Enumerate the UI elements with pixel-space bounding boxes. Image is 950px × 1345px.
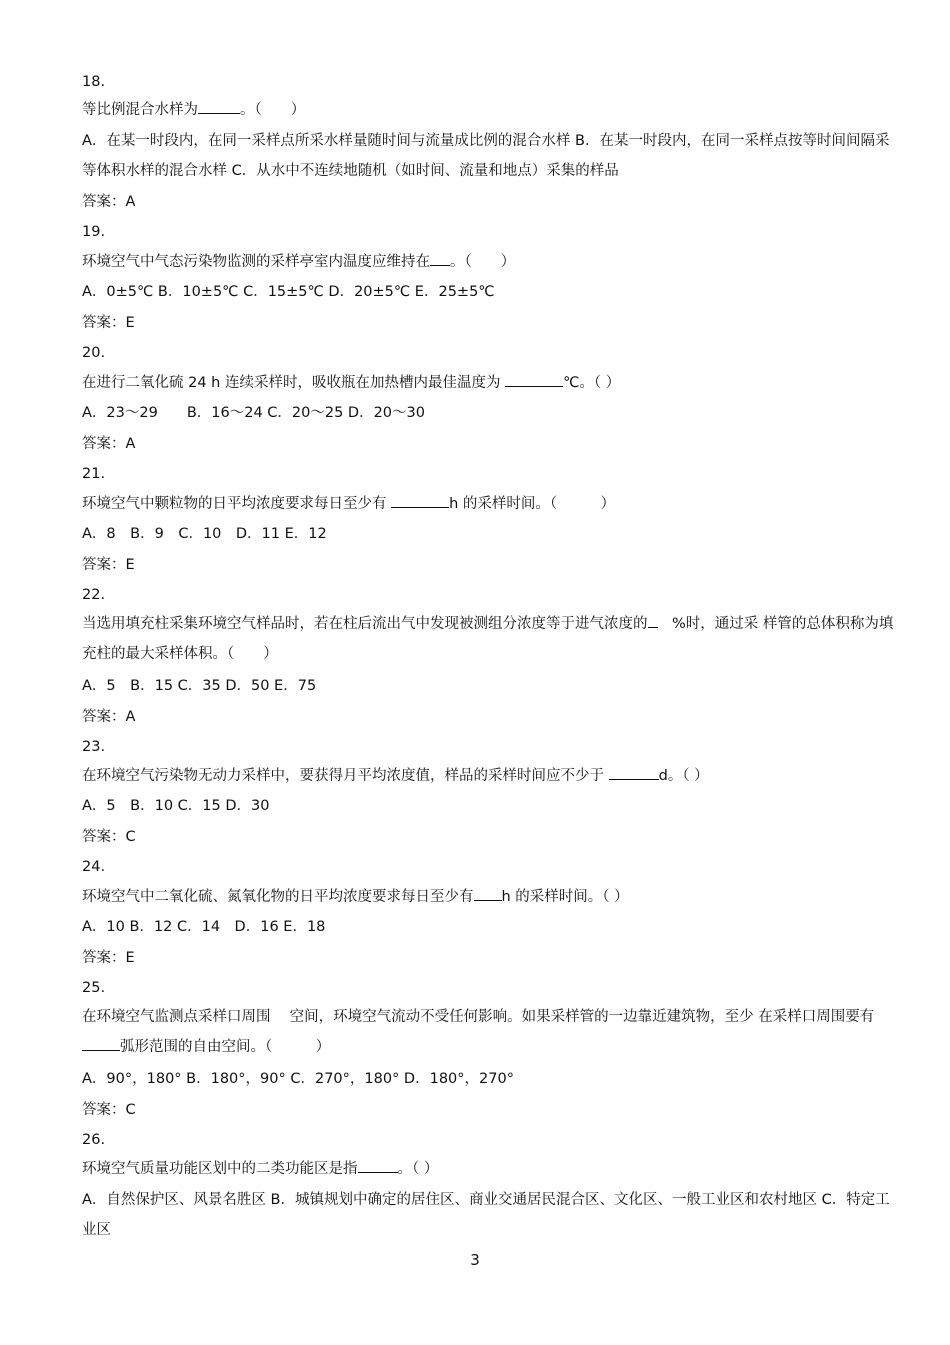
question-answer: 答案：C xyxy=(82,829,136,845)
question-answer: 答案：A xyxy=(82,194,136,210)
question-stem: 等比例混合水样为 。（ ） xyxy=(82,99,305,120)
question-number: 22. xyxy=(82,587,106,603)
question-number: 25. xyxy=(82,980,106,996)
question-number: 19. xyxy=(82,224,106,240)
question-stem: 在环境空气监测点采样口周围 空间，环境空气流动不受任何影响。如果采样管的一边靠近建筑物，至少 在采样口周围要有弧形范围的自由空间。（ ） xyxy=(82,1009,875,1055)
question-answer: 答案：A xyxy=(82,709,136,725)
question-options: A．在某一时段内，在同一采样点所采水样量随时间与流量成比例的混合水样 B．在某一时段内，在同一采样点按等时间间隔采等体积水样的混合水样 C．从水中不连续地随机（如时间、流量和地点）采集的样品 xyxy=(82,133,890,179)
question-stem: 环境空气中气态污染物监测的采样亭室内温度应维持在 。（ ） xyxy=(82,251,515,272)
question-options: A．23～29 B．16～24 C．20～25 D．20～30 xyxy=(82,405,425,421)
question-stem: 在环境空气污染物无动力采样中，要获得月平均浓度值，样品的采样时间应不少于 d。（ ） xyxy=(82,765,709,786)
answer-blank xyxy=(505,372,563,387)
answer-blank xyxy=(430,251,450,266)
question-stem: 当选用填充柱采集环境空气样品时，若在柱后流出气中发现被测组分浓度等于进气浓度的 %时，通过采 样管的总体积称为填充柱的最大采样体积。（ ） xyxy=(82,609,894,669)
answer-blank xyxy=(198,99,240,114)
question-number: 18. xyxy=(82,74,106,90)
question-answer: 答案：E xyxy=(82,315,135,331)
question-number: 20. xyxy=(82,345,106,361)
question-stem: 环境空气中二氧化硫、氮氧化物的日平均浓度要求每日至少有 h 的采样时间。（ ） xyxy=(82,886,629,907)
question-answer: 答案：A xyxy=(82,436,136,452)
answer-blank xyxy=(391,493,449,508)
question-options: A．5 B．10 C．15 D．30 xyxy=(82,798,270,814)
question-stem: 环境空气质量功能区划中的二类功能区是指 。（ ） xyxy=(82,1158,438,1179)
answer-blank xyxy=(474,886,502,901)
question-answer: 答案：E xyxy=(82,950,135,966)
question-number: 26. xyxy=(82,1132,106,1148)
question-options: A．自然保护区、风景名胜区 B．城镇规划中确定的居住区、商业交通居民混合区、文化区、一般工业区和农村地区 C．特定工业区 xyxy=(82,1192,890,1238)
question-options: A．10 B．12 C．14 D．16 E．18 xyxy=(82,919,326,935)
question-answer: 答案：E xyxy=(82,557,135,573)
question-options: A．90°，180° B．180°，90° C．270°，180° D．180°，270° xyxy=(82,1071,514,1087)
question-number: 21. xyxy=(82,466,106,482)
answer-blank xyxy=(609,765,659,780)
question-options: A．5 B．15 C．35 D．50 E．75 xyxy=(82,678,317,694)
question-stem: 环境空气中颗粒物的日平均浓度要求每日至少有 h 的采样时间。（ ） xyxy=(82,493,615,514)
page-number: 3 xyxy=(470,1251,480,1269)
answer-blank xyxy=(82,1036,120,1051)
question-number: 23. xyxy=(82,739,106,755)
question-answer: 答案：C xyxy=(82,1102,136,1118)
answer-blank xyxy=(358,1158,398,1173)
answer-blank xyxy=(648,613,658,628)
question-number: 24. xyxy=(82,859,106,875)
question-stem: 在进行二氧化硫 24 h 连续采样时，吸收瓶在加热槽内最佳温度为 ℃。（ ） xyxy=(82,372,620,393)
question-options: A．0±5℃ B．10±5℃ C．15±5℃ D．20±5℃ E．25±5℃ xyxy=(82,284,495,300)
question-options: A．8 B．9 C．10 D．11 E．12 xyxy=(82,526,327,542)
